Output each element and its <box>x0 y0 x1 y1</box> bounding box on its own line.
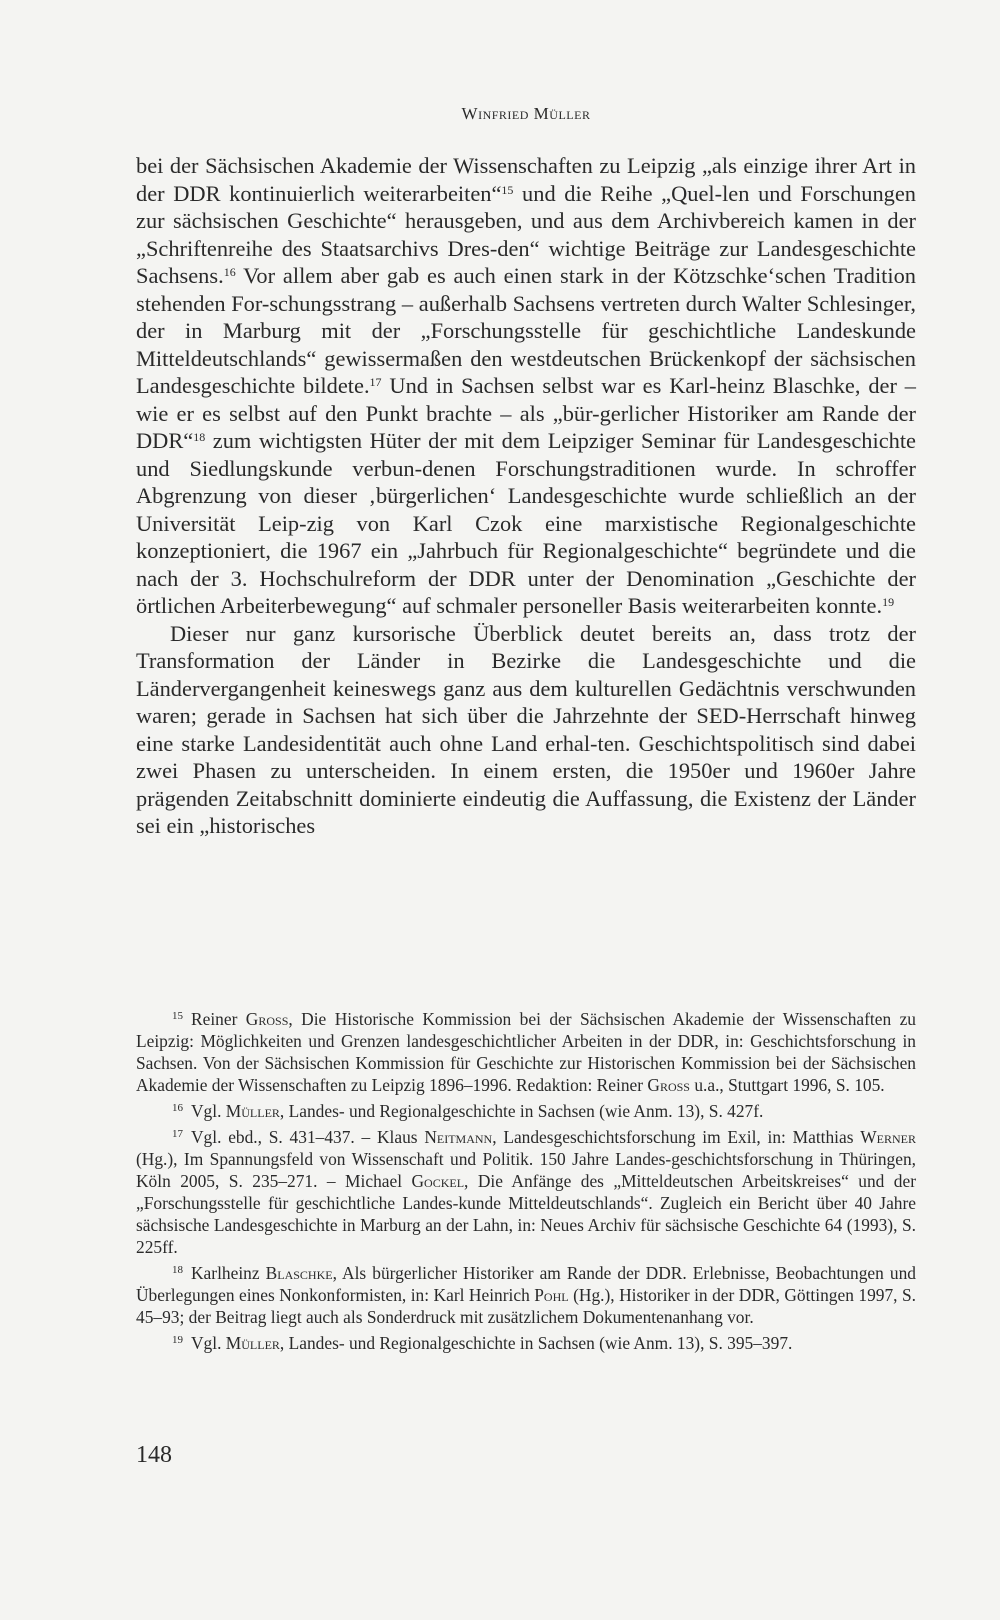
footnotes <box>136 1008 916 1358</box>
book-page <box>136 0 916 1620</box>
footnote-text: Vgl. ebd., S. 431–437. – Klaus <box>191 1127 425 1147</box>
footnote-number: 18 <box>172 1264 183 1276</box>
footnote-number: 16 <box>172 1102 183 1114</box>
footnote-18 <box>136 1262 916 1328</box>
footnote-16 <box>136 1100 916 1122</box>
footnote-text: u.a., Stuttgart 1996, S. 105. <box>689 1075 885 1095</box>
footnote-text: , Landes- und Regionalgeschichte in Sachsen (wie Anm. 13), S. 427f. <box>279 1101 764 1121</box>
footnote-text: , Die Historische Kommission bei der Sächsischen Akademie der Wissenschaften zu Leipzig: Möglichkeiten und Grenzen landesgeschichtlicher Arbeiten in der DDR, in: Geschichtsforschung in Sachsen. Von der Sächsischen Kommission für Geschichte zur Historischen Kommission bei der Sächsischen Akademie der Wissenschaften zu Leipzig 1896–1996. Redaktion: Reiner <box>136 1009 916 1095</box>
footnote-ref-18[interactable]: 18 <box>193 430 206 444</box>
footnote-text: Vgl. <box>191 1333 226 1353</box>
text-segment: und die Reihe „Quel-len und Forschungen zur sächsischen Geschichte“ herausgeben, und aus dem Archivbereich kamen in der „Schriftenreihe des Staatsarchivs Dres-den“ wichtige Beiträge zur Landesgeschichte Sachsens. <box>136 180 916 288</box>
author-name: Müller <box>225 1333 280 1353</box>
author-name: Gockel <box>411 1171 465 1191</box>
footnote-ref-17[interactable]: 17 <box>369 375 382 389</box>
author-name: Müller <box>225 1101 280 1121</box>
paragraph-2: Dieser nur ganz kursorische Überblick deutet bereits an, dass trotz der Transformation der Länder in Bezirke die Landesgeschichte und die Ländervergangenheit keineswegs ganz aus dem kulturellen Gedächtnis verschwunden waren; gerade in Sachsen hat sich über die Jahrzehnte der SED-Herrschaft hinweg eine starke Landesidentität auch ohne Land erhal-ten. Geschichtspolitisch sind dabei zwei Phasen zu unterscheiden. In einem ersten, die 1950er und 1960er Jahre prägenden Zeitabschnitt dominierte eindeutig die Auffassung, die Existenz der Länder sei ein „historisches <box>136 620 916 838</box>
footnote-ref-15[interactable]: 15 <box>501 182 514 197</box>
footnote-15 <box>136 1008 916 1096</box>
footnote-ref-16[interactable]: 16 <box>223 265 236 279</box>
author-name: Werner <box>860 1127 917 1147</box>
author-name: Blaschke <box>265 1263 333 1283</box>
main-text <box>136 152 916 840</box>
text-segment: Vor allem aber gab es auch einen stark in der Kötzschke‘schen Tradition stehenden For-schungsstrang – außerhalb Sachsens vertreten durch Walter Schlesinger, der in Marburg mit der „Forschungsstelle für geschichtliche Landeskunde Mitteldeutschlands“ gewissermaßen den westdeutschen Brückenkopf der sächsischen Landesgeschichte bildete. <box>136 263 916 398</box>
author-name: Pohl <box>534 1285 569 1305</box>
footnote-text: Reiner <box>191 1009 246 1029</box>
footnote-text: (Hg.), Im Spannungsfeld von Wissenschaft und Politik. 150 Jahre Landes-geschichtsforschung in Thüringen, Köln 2005, S. 235–271. – Michael <box>136 1149 916 1191</box>
footnote-number: 17 <box>172 1128 183 1140</box>
paragraph-1 <box>136 152 916 620</box>
footnote-number: 15 <box>172 1010 183 1022</box>
footnote-text: Karlheinz <box>191 1263 266 1283</box>
footnote-19 <box>136 1332 916 1354</box>
text-segment: Und in Sachsen selbst war es Karl-heinz Blaschke, der – wie er es selbst auf den Punkt brachte – als „bür-gerlicher Historiker am Rande der DDR“ <box>136 373 916 453</box>
author-name: Neitmann <box>424 1127 493 1147</box>
footnote-text: , Landes- und Regionalgeschichte in Sachsen (wie Anm. 13), S. 395–397. <box>279 1333 793 1353</box>
footnote-text: , Die Anfänge des „Mitteldeutschen Arbeitskreises“ und der „Forschungsstelle für geschichtliche Landes-kunde Mitteldeutschlands“. Zugleich ein Bericht über 40 Jahre sächsische Landesgeschichte in Marburg an der Lahn, in: Neues Archiv für sächsische Geschichte 64 (1993), S. 225ff. <box>136 1171 916 1257</box>
footnote-text: (Hg.), Historiker in der DDR, Göttingen 1997, S. 45–93; der Beitrag liegt auch als Sonderdruck mit zusätzlichem Dokumentenanhang vor. <box>136 1285 916 1327</box>
footnote-text: Vgl. <box>191 1101 226 1121</box>
footnote-ref-19[interactable]: 19 <box>882 595 895 609</box>
running-head: Winfried Müller <box>461 104 591 123</box>
footnote-17 <box>136 1126 916 1258</box>
footnote-text: , Als bürgerlicher Historiker am Rande der DDR. Erlebnisse, Beobachtungen und Überlegungen eines Nonkonformisten, in: Karl Heinrich <box>136 1263 916 1305</box>
footnote-text: , Landesgeschichtsforschung im Exil, in: Matthias <box>492 1127 861 1147</box>
footnote-number: 19 <box>172 1334 183 1346</box>
page-number: 148 <box>136 1442 172 1468</box>
text-segment: bei der Sächsischen Akademie der Wissenschaften zu Leipzig „als einzige ihrer Art in der DDR kontinuierlich weiterarbeiten“ <box>136 153 916 206</box>
author-name: Gross <box>647 1075 690 1095</box>
author-name: Gross <box>245 1009 289 1029</box>
text-segment: zum wichtigsten Hüter der mit dem Leipziger Seminar für Landesgeschichte und Siedlungskunde verbun-denen Forschungstraditionen wurde. In schroffer Abgrenzung von dieser ‚bürgerlichen‘ Landesgeschichte wurde schließlich an der Universität Leip-zig von Karl Czok eine marxistische Regionalgeschichte konzeptioniert, die 1967 ein „Jahrbuch für Regionalgeschichte“ begründete und die nach der 3. Hochschulreform der DDR unter der Denomination „Geschichte der örtlichen Arbeiterbewegung“ auf schmaler personeller Basis weiterarbeiten konnte. <box>136 428 916 618</box>
